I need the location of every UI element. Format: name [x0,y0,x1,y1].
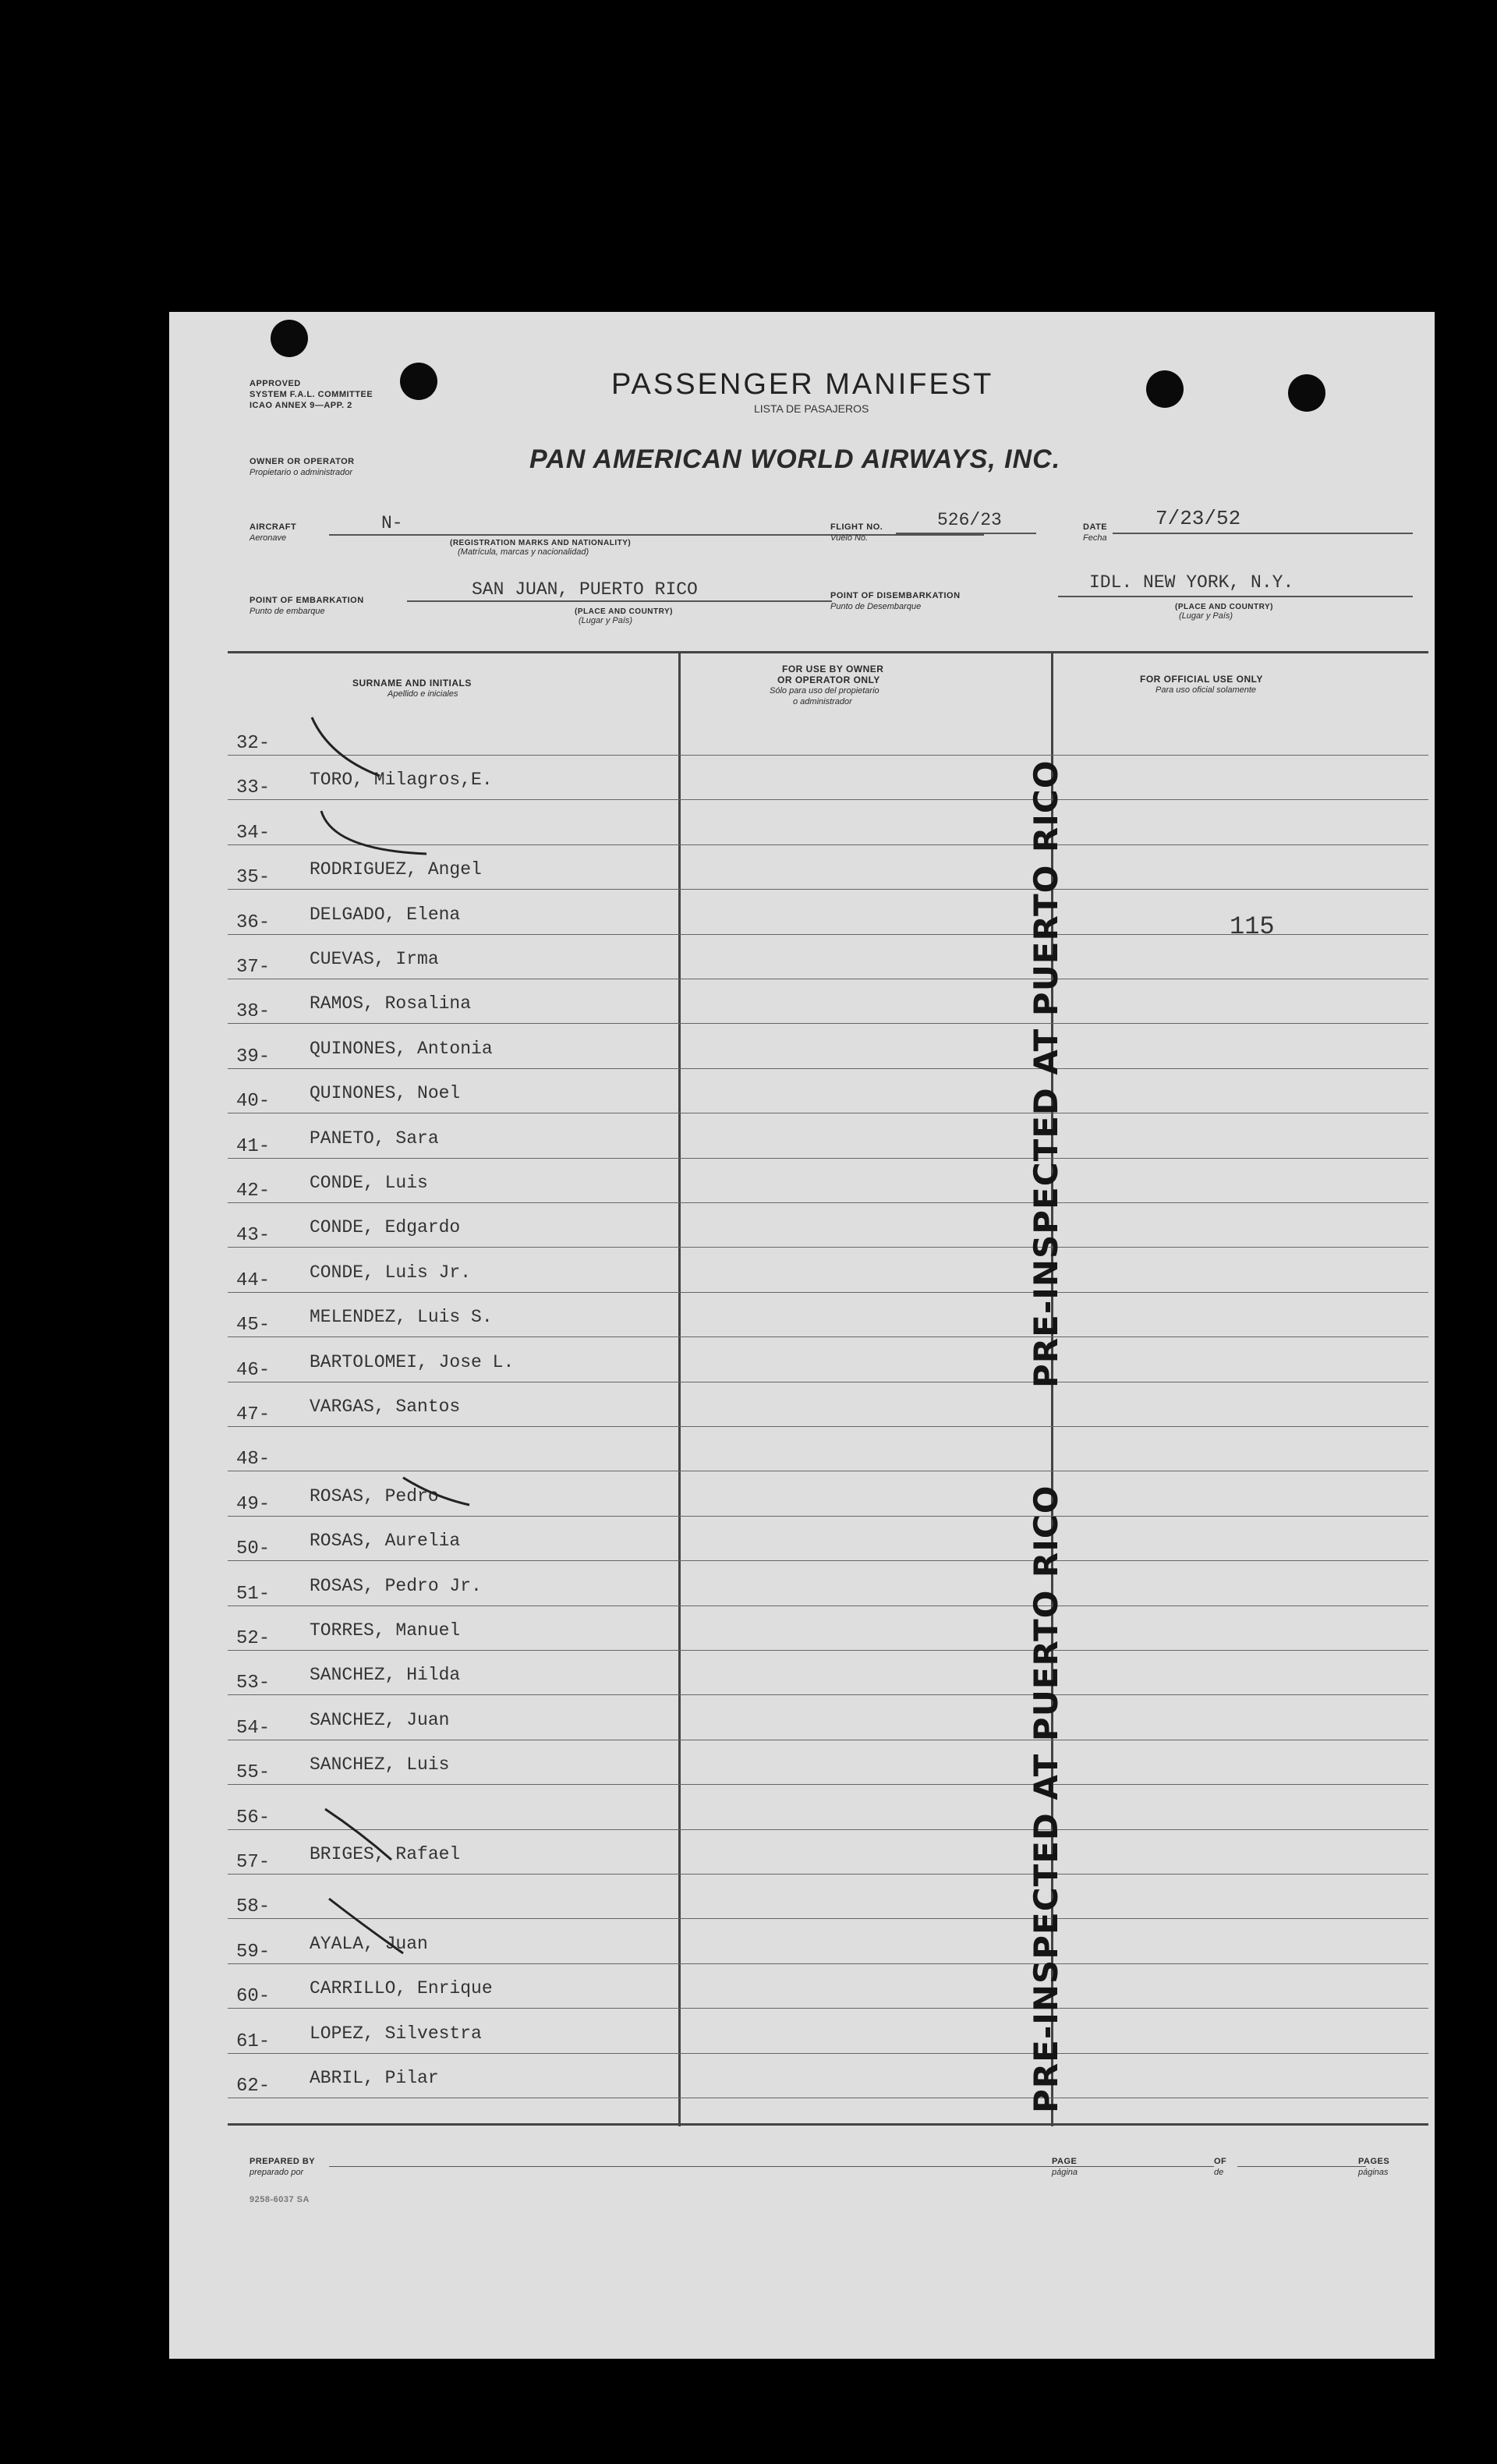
page-title: PASSENGER MANIFEST [611,368,994,401]
punch-hole [1288,374,1325,412]
row-number: 52- [236,1628,271,1649]
aircraft-value: N- [381,513,403,533]
table-row-rule [228,1068,1428,1069]
column-header-owner-es-1: Sólo para uso del propietario [770,686,879,696]
row-number: 35- [236,867,271,889]
row-number: 39- [236,1046,271,1067]
column-header-official: FOR OFFICIAL USE ONLY [1140,674,1263,685]
embarkation-underline [407,600,832,602]
embarkation-place-note-es: (Lugar y País) [579,616,633,625]
table-row-rule [228,1426,1428,1427]
table-row-rule [228,1694,1428,1695]
passenger-name: MELENDEZ, Luis S. [310,1307,493,1328]
embarkation-place-note: (PLACE AND COUNTRY) [575,607,673,616]
passenger-name: LOPEZ, Silvestra [310,2023,482,2044]
pages-label-es: páginas [1358,2168,1389,2177]
row-number: 56- [236,1807,271,1829]
row-number: 55- [236,1762,271,1784]
passenger-name: CUEVAS, Irma [310,949,439,969]
page-subtitle: LISTA DE PASAJEROS [754,402,869,415]
table-row-rule [228,1516,1428,1517]
column-header-owner-1: FOR USE BY OWNER [782,664,884,674]
punch-hole [271,320,308,357]
column-header-owner-2: OR OPERATOR ONLY [777,674,880,685]
aircraft-underline [329,534,984,536]
row-number: 38- [236,1001,271,1023]
passenger-name: CONDE, Luis Jr. [310,1262,472,1283]
row-number: 48- [236,1449,271,1471]
column-divider-1 [678,651,681,2126]
table-row-rule [228,844,1428,845]
page-label: PAGE [1052,2157,1078,2166]
form-number: 9258-6037 SA [250,2195,310,2204]
punch-hole [400,363,437,400]
row-number: 51- [236,1583,271,1605]
table-row-rule [228,1023,1428,1024]
strike-marks [169,312,1435,2359]
prepared-label: PREPARED BY [250,2157,316,2166]
pre-inspected-stamp-upper: PRE-INSPECTED AT PUERTO RICO [1027,759,1065,1388]
table-row-rule [228,2008,1428,2009]
owner-label: OWNER OR OPERATOR [250,457,355,466]
prepared-underline [329,2166,1214,2167]
passenger-name: RAMOS, Rosalina [310,993,472,1014]
table-row-rule [228,1829,1428,1830]
owner-label-es: Propietario o administrador [250,468,353,477]
passenger-name: SANCHEZ, Juan [310,1709,450,1730]
passenger-name: SANCHEZ, Luis [310,1754,450,1775]
of-label-es: de [1214,2168,1224,2177]
row-number: 53- [236,1673,271,1694]
row-number: 42- [236,1181,271,1202]
passenger-name: AYALA, Juan [310,1933,428,1954]
embarkation-label: POINT OF EMBARKATION [250,596,364,605]
row-number: 50- [236,1538,271,1560]
flight-label-es: Vuelo No. [830,533,869,543]
passenger-name: QUINONES, Antonia [310,1038,493,1059]
table-top-border [228,651,1428,653]
passenger-name: TORO, Milagros,E. [310,770,493,791]
passenger-name: VARGAS, Santos [310,1397,461,1417]
row-number: 43- [236,1225,271,1247]
passenger-name: CONDE, Luis [310,1173,428,1193]
approved-line-1: APPROVED [250,379,301,388]
registration-note: (REGISTRATION MARKS AND NATIONALITY) [450,539,632,547]
disembarkation-label-es: Punto de Desembarque [830,602,922,611]
table-row-rule [228,1202,1428,1203]
row-number: 54- [236,1717,271,1739]
table-row-rule [228,2053,1428,2054]
table-row-rule [228,1874,1428,1875]
strike-mark-32 [312,717,380,776]
date-label-es: Fecha [1083,533,1107,543]
row-number: 45- [236,1315,271,1336]
table-row-rule [228,1963,1428,1964]
flight-underline [896,533,1036,534]
row-number: 37- [236,957,271,978]
passenger-name: CARRILLO, Enrique [310,1978,493,1999]
table-row-rule [228,1918,1428,1919]
prepared-label-es: preparado por [250,2168,304,2177]
of-label: OF [1214,2157,1227,2166]
registration-note-es: (Matrícula, marcas y nacionalidad) [458,547,589,557]
row-number: 49- [236,1493,271,1515]
column-header-name: SURNAME AND INITIALS [352,678,472,689]
table-row-rule [228,1560,1428,1561]
table-row-rule [228,755,1428,756]
passenger-name: SANCHEZ, Hilda [310,1665,461,1686]
row-number: 58- [236,1896,271,1918]
date-underline [1113,533,1413,534]
pre-inspected-stamp-lower: PRE-INSPECTED AT PUERTO RICO [1027,1485,1065,2113]
flight-label: FLIGHT NO. [830,522,883,532]
date-value: 7/23/52 [1155,507,1241,530]
table-row-rule [228,1158,1428,1159]
disembarkation-underline [1058,596,1413,597]
row-number: 44- [236,1269,271,1291]
passenger-name: TORRES, Manuel [310,1620,461,1641]
column-header-name-es: Apellido e iniciales [388,689,458,699]
approved-line-2: SYSTEM F.A.L. COMMITTEE [250,390,373,399]
table-row-rule [228,1336,1428,1337]
table-row-rule [228,799,1428,800]
passenger-name: DELGADO, Elena [310,904,461,925]
passenger-name: QUINONES, Noel [310,1083,461,1104]
flight-value: 526/23 [937,510,1002,530]
row-number: 36- [236,912,271,933]
passenger-name: RODRIGUEZ, Angel [310,859,482,880]
passenger-name: ABRIL, Pilar [310,2068,439,2088]
table-row-rule [228,1650,1428,1651]
official-note: 115 [1230,912,1275,941]
row-number: 62- [236,2076,271,2097]
passenger-name: ROSAS, Pedro [310,1485,439,1506]
aircraft-label-es: Aeronave [250,533,287,543]
table-row-rule [228,1247,1428,1248]
passenger-name: BRIGES, Rafael [310,1844,461,1864]
column-header-official-es: Para uso oficial solamente [1155,685,1257,695]
row-number: 40- [236,1091,271,1113]
table-row-rule [228,889,1428,890]
passenger-name: ROSAS, Aurelia [310,1531,461,1552]
row-number: 46- [236,1359,271,1381]
row-number: 57- [236,1852,271,1873]
approved-line-3: ICAO ANNEX 9—APP. 2 [250,401,352,410]
row-number: 59- [236,1941,271,1963]
table-row-rule [228,1292,1428,1293]
table-row-rule [228,1605,1428,1606]
passenger-name: CONDE, Edgardo [310,1217,461,1238]
row-number: 33- [236,777,271,799]
aircraft-label: AIRCRAFT [250,522,297,532]
manifest-sheet [169,312,1435,2359]
page-label-es: página [1052,2168,1078,2177]
pages-underline [1237,2166,1366,2167]
owner-value: PAN AMERICAN WORLD AIRWAYS, INC. [529,444,1061,474]
disembarkation-label: POINT OF DISEMBARKATION [830,591,961,600]
row-number: 61- [236,2030,271,2052]
disembarkation-value: IDL. NEW YORK, N.Y. [1089,572,1294,593]
row-number: 47- [236,1404,271,1425]
pages-label: PAGES [1358,2157,1390,2166]
row-number: 32- [236,733,271,754]
row-number: 41- [236,1135,271,1157]
passenger-name: PANETO, Sara [310,1128,439,1149]
column-header-owner-es-2: o administrador [793,697,852,706]
table-row-rule [228,1784,1428,1785]
passenger-name: BARTOLOMEI, Jose L. [310,1351,515,1372]
punch-hole [1146,370,1184,408]
footer-rule [228,2123,1428,2126]
passenger-name: ROSAS, Pedro Jr. [310,1575,482,1596]
date-label: DATE [1083,522,1108,532]
row-number: 34- [236,822,271,844]
strike-mark-34 [321,811,426,854]
embarkation-value: SAN JUAN, PUERTO RICO [472,579,698,600]
row-number: 60- [236,1986,271,2008]
disembarkation-place-note-es: (Lugar y País) [1179,611,1233,621]
embarkation-label-es: Punto de embarque [250,607,325,616]
disembarkation-place-note: (PLACE AND COUNTRY) [1175,603,1273,611]
